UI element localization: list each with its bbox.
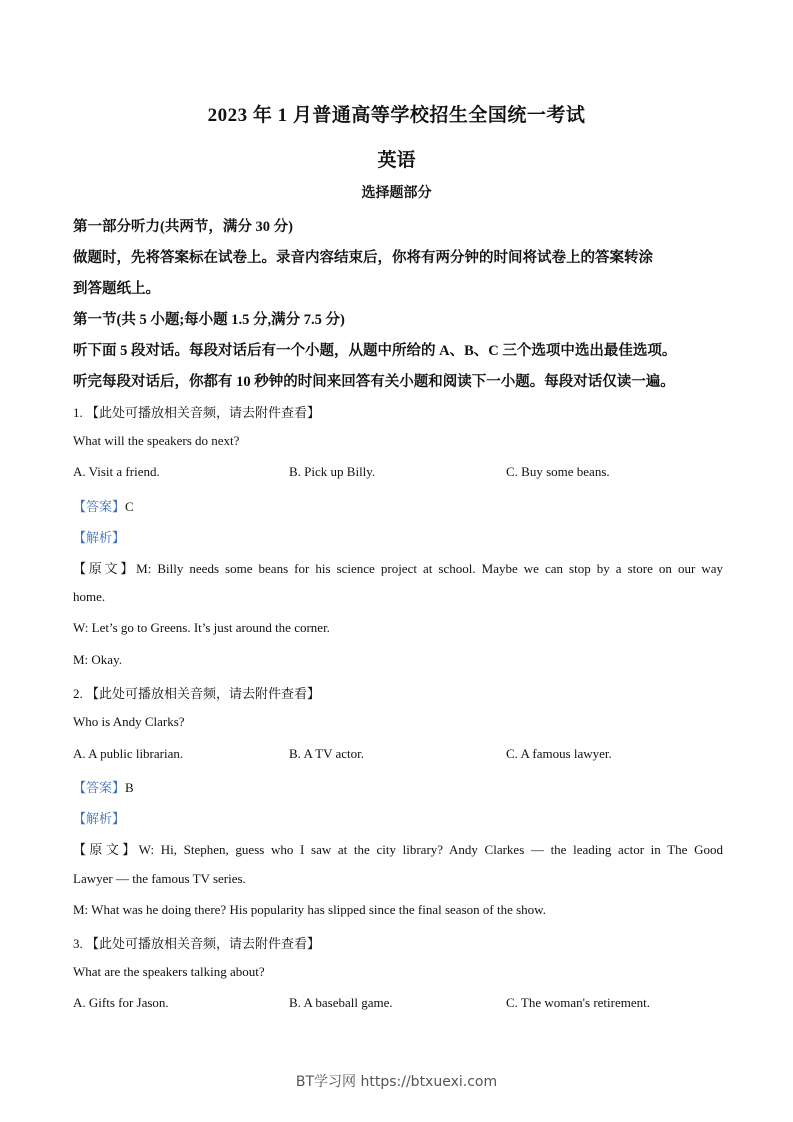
answer-label: 【答案】: [73, 780, 126, 795]
question-1-option-c: C. Buy some beans.: [506, 464, 610, 479]
question-2-analysis-label: 【解析】: [73, 811, 126, 826]
question-1-transcript-line2: home.: [73, 589, 106, 604]
question-3-option-c: C. The woman's retirement.: [506, 995, 650, 1010]
part-one-desc-line1: 做题时，先将答案标在试卷上。录音内容结束后，你将有两分钟的时间将试卷上的答案转涂: [73, 250, 653, 266]
question-2-option-b: B. A TV actor.: [289, 746, 364, 761]
question-2-text: Who is Andy Clarks?: [73, 714, 185, 729]
transcript-label: 【原文】: [73, 842, 139, 857]
section-one-heading: 第一节(共 5 小题;每小题 1.5 分,满分 7.5 分): [73, 312, 345, 328]
transcript-text: M: Billy needs some beans for his science project at school. Maybe we can stop by a store on our way: [136, 561, 723, 576]
question-1-option-a: A. Visit a friend.: [73, 464, 160, 479]
question-1-header: 1. 【此处可播放相关音频，请去附件查看】: [73, 405, 321, 420]
question-3-header: 3. 【此处可播放相关音频，请去附件查看】: [73, 936, 321, 951]
subject-title: 英语: [377, 150, 416, 171]
transcript-text: W: Hi, Stephen, guess who I saw at the city library? Andy Clarkes — the leading actor in The Good: [138, 842, 723, 857]
question-3-option-a: A. Gifts for Jason.: [73, 995, 169, 1010]
question-1-answer: [73, 496, 723, 515]
question-2-transcript-line1: [73, 839, 723, 857]
answer-value: C: [125, 499, 134, 514]
question-2-option-c: C. A famous lawyer.: [506, 746, 612, 761]
question-2-answer: [73, 777, 723, 796]
question-1-transcript-line4: M: Okay.: [73, 652, 122, 667]
question-2-option-a: A. A public librarian.: [73, 746, 184, 761]
transcript-label: 【原文】: [73, 561, 137, 576]
answer-label: 【答案】: [73, 499, 126, 514]
question-2-transcript-line3: M: What was he doing there? His popularity has slipped since the final season of the show.: [73, 902, 546, 917]
part-one-desc-line2: 到答题纸上。: [73, 281, 160, 297]
section-one-desc-line1: 听下面 5 段对话。每段对话后有一个小题，从题中所给的 A、B、C 三个选项中选出最佳选项。: [73, 343, 677, 359]
question-2-header: 2. 【此处可播放相关音频，请去附件查看】: [73, 686, 321, 701]
section-one-desc-line2: 听完每段对话后，你都有 10 秒钟的时间来回答有关小题和阅读下一小题。每段对话仅读一遍。: [73, 374, 675, 390]
question-1-text: What will the speakers do next?: [73, 433, 240, 448]
question-1-option-b: B. Pick up Billy.: [289, 464, 376, 479]
question-1-transcript-line3: W: Let’s go to Greens. It’s just around the corner.: [73, 620, 330, 635]
part-one-heading: 第一部分听力(共两节，满分 30 分): [73, 219, 293, 235]
question-3-option-b: B. A baseball game.: [289, 995, 393, 1010]
question-2-transcript-line2: Lawyer — the famous TV series.: [73, 871, 246, 886]
footer-watermark[interactable]: BT学习网 https://btxuexi.com: [295, 1074, 498, 1090]
question-1-analysis-label: 【解析】: [73, 530, 126, 545]
answer-value: B: [125, 780, 134, 795]
exam-title: 2023 年 1 月普通高等学校招生全国统一考试: [207, 105, 586, 126]
question-3-text: What are the speakers talking about?: [73, 964, 265, 979]
section-heading: 选择题部分: [361, 186, 432, 201]
question-1-transcript-line1: [73, 558, 723, 576]
